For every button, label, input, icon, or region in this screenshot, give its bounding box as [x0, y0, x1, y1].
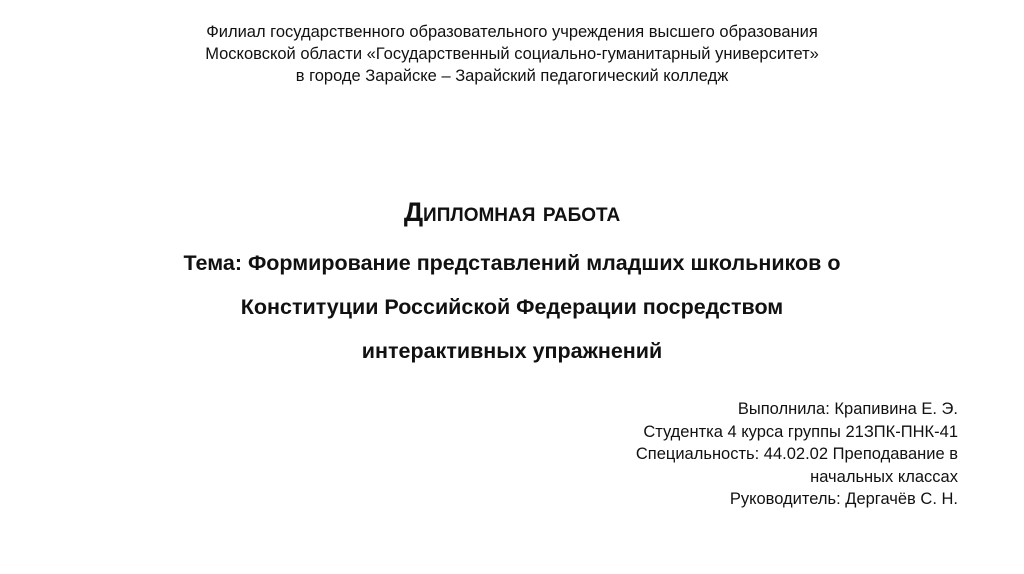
topic-line-1: Тема: Формирование представлений младших школьников о — [183, 251, 841, 275]
supervisor: Руководитель: Дергачёв С. Н. — [729, 490, 958, 508]
specialty-line-2: начальных классах — [810, 467, 958, 486]
institution-line-2: Московской области «Государственный социально-гуманитарный университет» — [205, 45, 819, 63]
author-info — [538, 398, 958, 511]
document-type-title: Дипломная работа — [403, 197, 621, 227]
institution-line-3: в городе Зарайске – Зарайский педагогический колледж — [295, 67, 729, 85]
performed-by: Выполнила: Крапивина Е. Э. — [737, 400, 958, 418]
thesis-topic — [0, 241, 1024, 373]
topic-line-3: интерактивных упражнений — [361, 339, 663, 363]
institution-header — [0, 21, 1024, 87]
topic-line-2: Конституции Российской Федерации посредством — [240, 295, 784, 319]
student-group: Студентка 4 курса группы 21ЗПК-ПНК-41 — [643, 422, 958, 441]
institution-line-1: Филиал государственного образовательного учреждения высшего образования — [206, 23, 818, 41]
specialty-line-1: Специальность: 44.02.02 Преподавание в — [635, 445, 958, 463]
